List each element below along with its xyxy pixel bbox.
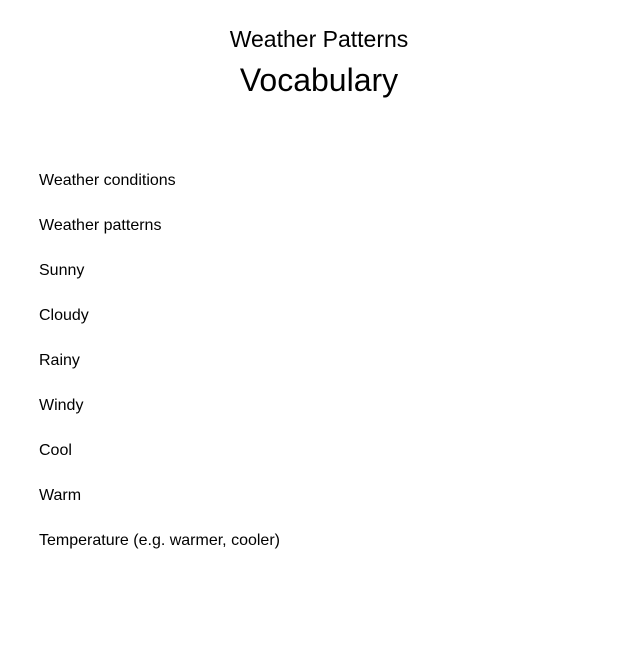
vocabulary-item-temperature: Temperature (e.g. warmer, cooler)	[39, 532, 280, 549]
vocabulary-item-weather-conditions: Weather conditions	[39, 172, 176, 189]
vocabulary-list	[39, 168, 280, 573]
vocabulary-item-rainy: Rainy	[39, 352, 80, 369]
vocabulary-item-warm: Warm	[39, 487, 82, 504]
document-subtitle: Weather Patterns	[229, 26, 409, 52]
document-title: Vocabulary	[239, 62, 399, 98]
vocabulary-item-sunny: Sunny	[39, 262, 85, 279]
vocabulary-item-cool: Cool	[39, 442, 72, 459]
vocabulary-item-windy: Windy	[39, 397, 84, 414]
vocabulary-item-weather-patterns: Weather patterns	[39, 217, 162, 234]
vocabulary-item-cloudy: Cloudy	[39, 307, 89, 324]
